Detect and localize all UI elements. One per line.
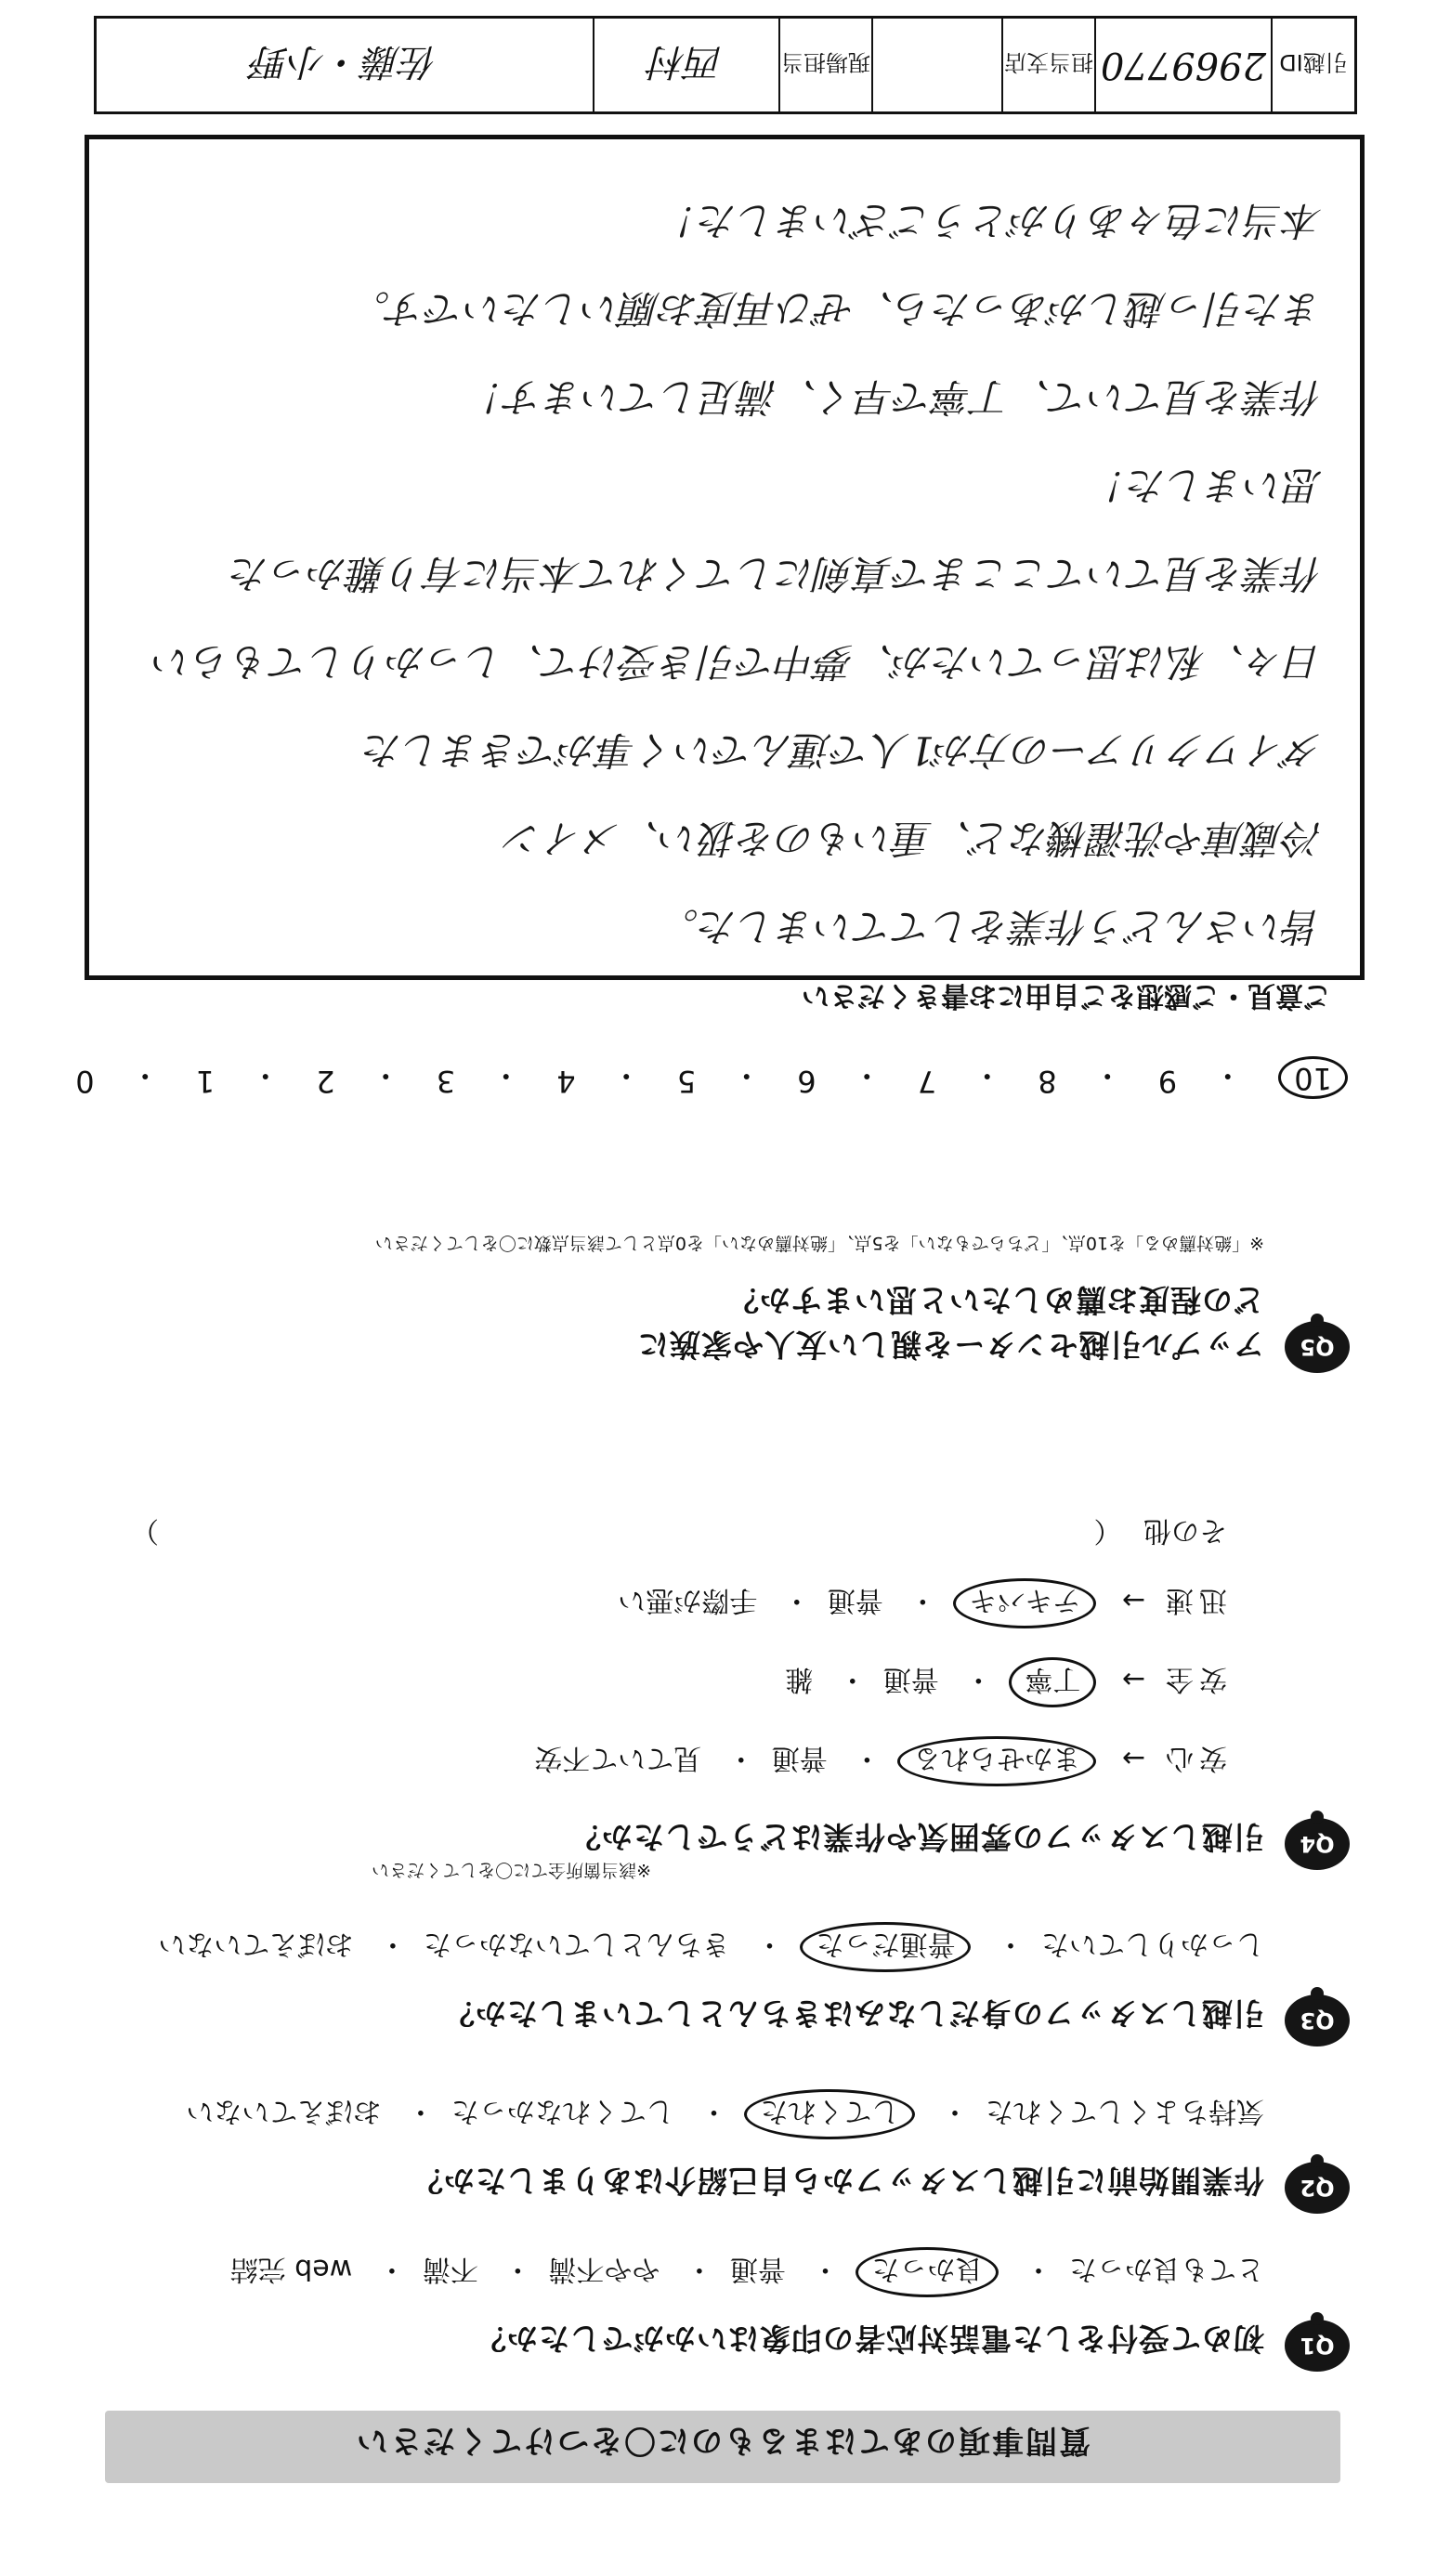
header-title: 質問事項のあてはまるものに〇をつけてください (355, 2422, 1091, 2459)
q4-option-rough[interactable]: 雑 (785, 1663, 814, 1695)
score-2[interactable]: 2 (316, 1064, 335, 1099)
id-value: 2969770 (1094, 19, 1271, 111)
q5-note: ※「絶対薦める」を10点、「どちらでもない」を5点、「絶対薦めない」を0点として該当点数に〇をしてください (374, 1233, 1264, 1253)
q1-options: とても良かった・ 良かった・ 普通・ やや不満・ 不満・ web 完結 (214, 2247, 1264, 2297)
q3-options: しっかりしていた・ 普通だった・ きちんとしていなかった・ おぼえていない (141, 1922, 1264, 1972)
q4-question: 引越しスタッフの雰囲気や作業はどうでしたか？ (569, 1819, 1264, 1855)
id-label: 引越ID (1271, 19, 1354, 111)
q4-other-row (112, 1513, 1227, 1554)
q3-question: 引越しスタッフの身だしなみはきちんとしていましたか？ (443, 1995, 1264, 2032)
header-bar (105, 2411, 1340, 2483)
q4-option-anxious[interactable]: 見ていて不安 (534, 1742, 702, 1774)
q2-option-pleasant[interactable]: 気持ちよくしてくれた (986, 2095, 1264, 2127)
q1-option-web[interactable]: web 完結 (229, 2253, 353, 2285)
q4-other-close: ） (131, 1514, 159, 1547)
q3-option-dont-remember[interactable]: おぼえていない (158, 1928, 354, 1960)
q1-option-good[interactable]: 良かった (856, 2247, 999, 2297)
q1-question: 初めて受付をした電話対応者の印象はいかがでしたか？ (475, 2321, 1264, 2357)
q4-option-clumsy[interactable]: 手際が悪い (618, 1584, 758, 1616)
q1-option-very-good[interactable]: とても良かった (1069, 2253, 1264, 2285)
q4-row-label: 迅速 (1160, 1584, 1227, 1616)
q4-note: ※該当箇所全てに〇をしてください (372, 1860, 651, 1880)
q4-option-normal[interactable]: 普通 (827, 1584, 883, 1616)
q1-option-slightly-dissatisfied[interactable]: やや不満 (548, 2253, 660, 2285)
score-1[interactable]: 1 (195, 1064, 216, 1099)
q5-badge: Q5 (1285, 1321, 1350, 1373)
q5-score-row: 10 ・ 9 ・ 8 ・ 7 ・ 6 ・ 5 ・ 4 ・ 3 ・ 2 ・ 1 ・ 0 (75, 1056, 1348, 1099)
q4-badge: Q4 (1285, 1818, 1350, 1870)
score-9[interactable]: 9 (1157, 1064, 1178, 1099)
q4-option-careful[interactable]: 丁寧 (1009, 1657, 1096, 1707)
comments-title: ご意見・ご感想をご自由にお書きください (802, 979, 1331, 1012)
q1-option-normal[interactable]: 普通 (729, 2253, 786, 2285)
q4-row-speed: 迅速→ テキパキ・ 普通・ 手際が悪い (601, 1578, 1227, 1628)
q3-badge: Q3 (1285, 1994, 1350, 2046)
score-7[interactable]: 7 (917, 1064, 937, 1099)
branch-value (871, 19, 1001, 111)
comment-line: 皆いさんどう作業をしてていました。 (659, 904, 1323, 949)
id-table (94, 16, 1357, 114)
branch-label: 担当支店 (1001, 19, 1094, 111)
score-10[interactable]: 10 (1278, 1056, 1348, 1099)
comment-line: 作業を見ていてここまで真剣にしてくれて本当に有り難かった (229, 551, 1323, 596)
q1-badge: Q1 (1285, 2320, 1350, 2372)
q4-option-brisk[interactable]: テキパキ (953, 1578, 1096, 1628)
comment-line: 日々、私は思っていたが、夢中で引き受けて、しっかりしてもらい (152, 639, 1323, 685)
comment-line: 思いました！ (1088, 463, 1323, 508)
score-8[interactable]: 8 (1038, 1064, 1057, 1099)
staff-value: 佐藤・小野 (252, 40, 438, 84)
leader-value: 西村 (593, 19, 778, 111)
q3-option-neat[interactable]: しっかりしていた (1041, 1928, 1264, 1960)
comment-line: ダイワクリアーの方が1人で運んでいく事ができました (363, 727, 1323, 773)
q4-option-reliable[interactable]: まかせられる (897, 1736, 1096, 1786)
q4-row-safety: 安全→ 丁寧・ 普通・ 雑 (768, 1657, 1227, 1707)
score-6[interactable]: 6 (797, 1064, 816, 1099)
q4-option-normal[interactable]: 普通 (771, 1742, 828, 1774)
q4-row-reassurance: 安心→ まかせられる・ 普通・ 見ていて不安 (517, 1736, 1227, 1786)
score-4[interactable]: 4 (556, 1064, 576, 1099)
q5-question-line1: アップル引越センターを親しい友人や家族に (636, 1327, 1264, 1363)
q2-option-did[interactable]: してくれた (744, 2089, 915, 2139)
comment-line: また引っ越しがあったら、ぜひ再度お願いしたいです。 (350, 286, 1323, 332)
q2-option-did-not[interactable]: してくれなかった (451, 2095, 674, 2127)
score-3[interactable]: 3 (436, 1064, 456, 1099)
comments-box[interactable] (85, 135, 1365, 980)
q5-question-line2: どの程度お薦めしたいと思いますか？ (727, 1282, 1264, 1318)
q2-option-dont-remember[interactable]: おぼえていない (186, 2095, 382, 2127)
q2-badge: Q2 (1285, 2162, 1350, 2214)
score-5[interactable]: 5 (676, 1064, 697, 1099)
q1-option-dissatisfied[interactable]: 不満 (422, 2253, 478, 2285)
q4-other-open: （ (1093, 1514, 1122, 1547)
comment-line: 冷蔵庫や洗濯機など、重いものを扱い、メイン (503, 816, 1323, 861)
q2-options: 気持ちよくしてくれた・ してくれた・ してくれなかった・ おぼえていない (169, 2089, 1264, 2139)
q4-row-label: 安心 (1160, 1742, 1227, 1774)
q4-option-normal[interactable]: 普通 (882, 1663, 939, 1695)
q3-option-not-neat[interactable]: きちんとしていなかった (423, 1928, 730, 1960)
comment-line: 本当に色々ありがとうございました！ (659, 198, 1323, 243)
comment-line: 作業を見ていて、丁寧で早く、満足しています！ (465, 374, 1323, 420)
leader-label: 現場担当 (778, 19, 871, 111)
q4-other-label: その他 (1143, 1514, 1227, 1547)
q3-option-normal[interactable]: 普通だった (800, 1922, 971, 1972)
q2-question: 作業開始前に引越しスタッフから自己紹介はありましたか？ (411, 2163, 1264, 2199)
q4-row-label: 安全 (1160, 1663, 1227, 1695)
score-0[interactable]: 0 (75, 1064, 95, 1099)
